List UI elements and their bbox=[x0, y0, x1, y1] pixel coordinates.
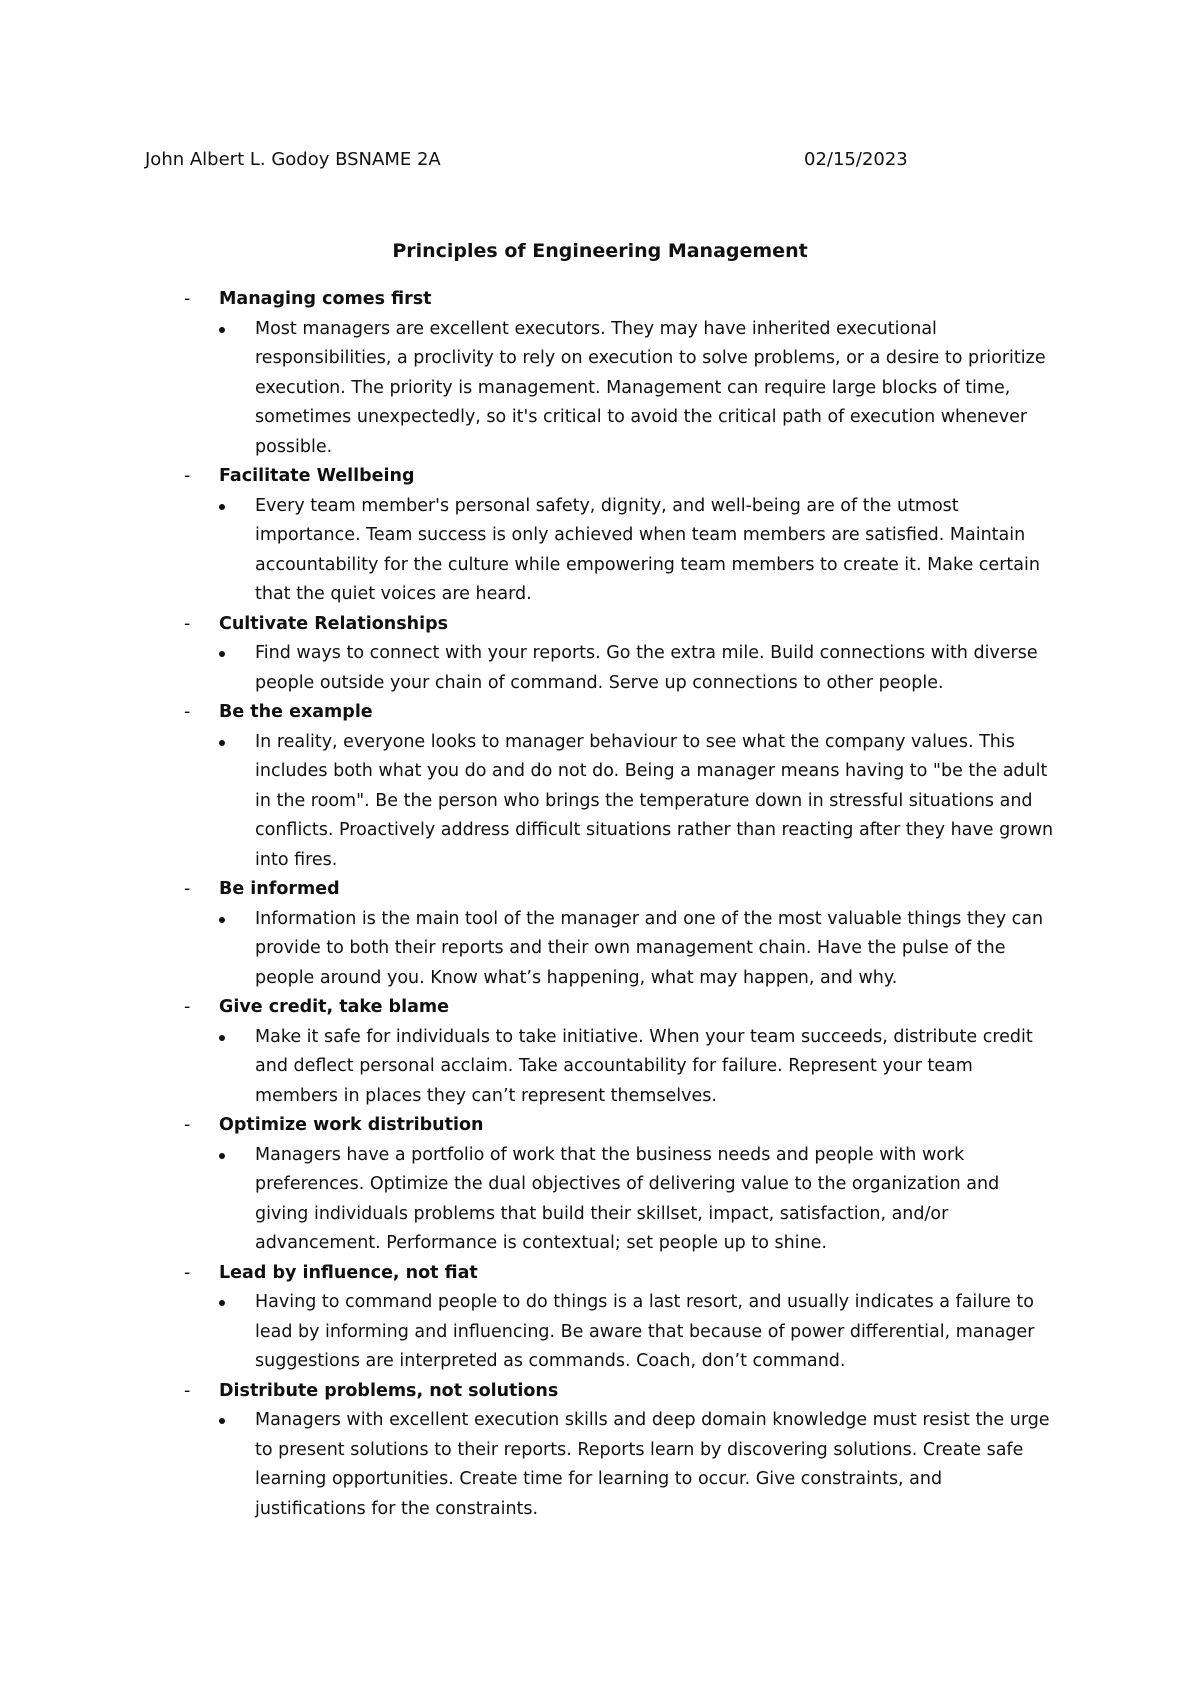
section-heading-text: Lead by influence, not fiat bbox=[219, 1262, 478, 1283]
dash-marker: - bbox=[184, 1115, 191, 1135]
principle-section bbox=[184, 285, 1064, 462]
dash-marker: - bbox=[184, 1380, 191, 1401]
bullet-icon bbox=[219, 651, 225, 657]
bullet-icon bbox=[219, 1418, 225, 1424]
principle-section bbox=[184, 1259, 1064, 1377]
dash-marker: - bbox=[184, 702, 191, 722]
section-heading bbox=[184, 875, 1064, 905]
author-line: John Albert L. Godoy BSNAME 2A bbox=[145, 149, 441, 170]
principle-section bbox=[184, 698, 1064, 875]
bullet-text: Most managers are excellent executors. They may have inherited executional responsibilities, a proclivity to rely on execution to solve problems, or a desire to prioritize execution. The priority is management. Management can require large blocks of time, sometimes unexpectedly, so it's critical to avoid the critical path of execution whenever possible. bbox=[255, 318, 1046, 457]
bullet-item bbox=[184, 492, 1055, 610]
principles-list bbox=[184, 285, 1064, 1524]
document-date: 02/15/2023 bbox=[804, 149, 908, 170]
section-heading bbox=[184, 285, 1064, 315]
bullet-item bbox=[184, 639, 1055, 698]
bullet-icon bbox=[219, 1300, 225, 1306]
principle-section bbox=[184, 993, 1064, 1111]
section-heading-text: Facilitate Wellbeing bbox=[219, 466, 415, 486]
bullet-text: Managers have a portfolio of work that the business needs and people with work preferences. Optimize the dual objectives of delivering value to the organization and giving individuals problems that build their skillset, impact, satisfaction, and/or advancement. Performance is contextual; set people up to shine. bbox=[255, 1144, 1000, 1253]
section-heading bbox=[184, 1111, 1064, 1141]
section-heading-text: Optimize work distribution bbox=[219, 1115, 484, 1135]
bullet-item bbox=[184, 905, 1055, 994]
principle-section bbox=[184, 875, 1064, 993]
bullet-icon bbox=[219, 740, 225, 746]
section-heading-text: Distribute problems, not solutions bbox=[219, 1380, 559, 1401]
section-heading bbox=[184, 698, 1064, 728]
bullet-item bbox=[184, 315, 1055, 463]
bullet-icon bbox=[219, 1035, 225, 1041]
principle-section bbox=[184, 1377, 1064, 1525]
bullet-item bbox=[184, 1288, 1055, 1377]
section-heading bbox=[184, 993, 1064, 1023]
principle-section bbox=[184, 1111, 1064, 1259]
dash-marker: - bbox=[184, 466, 191, 486]
dash-marker: - bbox=[184, 613, 191, 634]
section-heading-text: Be the example bbox=[219, 702, 373, 722]
bullet-text: Every team member's personal safety, dignity, and well-being are of the utmost importance. Team success is only achieved when team members are satisfied. Maintain accountability for the culture while empowering team members to create it. Make certain that the quiet voices are heard. bbox=[255, 495, 1040, 604]
bullet-icon bbox=[219, 327, 225, 333]
bullet-text: In reality, everyone looks to manager behaviour to see what the company values. This includes both what you do and do not do. Being a manager means having to "be the adult in the room". Be the person who brings the temperature down in stressful situations and conflicts. Proactively address difficult situations rather than reacting after they have grown into fires. bbox=[255, 731, 1054, 870]
section-heading-text: Be informed bbox=[219, 879, 340, 899]
dash-marker: - bbox=[184, 1262, 191, 1283]
principle-section bbox=[184, 610, 1064, 699]
bullet-text: Having to command people to do things is a last resort, and usually indicates a failure to lead by informing and influencing. Be aware that because of power differential, manager suggestions are interpreted as commands. Coach, don’t command. bbox=[255, 1292, 1035, 1371]
principle-section bbox=[184, 462, 1064, 610]
dash-marker: - bbox=[184, 997, 191, 1017]
section-heading-text: Cultivate Relationships bbox=[219, 613, 449, 634]
section-heading bbox=[184, 462, 1064, 492]
document-title: Principles of Engineering Management bbox=[392, 240, 808, 262]
bullet-icon bbox=[219, 504, 225, 510]
bullet-icon bbox=[219, 1153, 225, 1159]
bullet-item bbox=[184, 1141, 1055, 1259]
dash-marker: - bbox=[184, 879, 191, 899]
bullet-item bbox=[184, 1023, 1055, 1112]
bullet-text: Managers with excellent execution skills and deep domain knowledge must resist the urge to present solutions to their reports. Reports learn by discovering solutions. Create safe learning opportunities. Create time for learning to occur. Give constraints, and justifications for the constraints. bbox=[255, 1410, 1050, 1519]
dash-marker: - bbox=[184, 289, 191, 309]
section-heading-text: Give credit, take blame bbox=[219, 997, 449, 1017]
bullet-item bbox=[184, 1406, 1055, 1524]
document-header bbox=[145, 148, 915, 172]
section-heading bbox=[184, 610, 1064, 640]
bullet-text: Find ways to connect with your reports. Go the extra mile. Build connections with diverse people outside your chain of command. Serve up connections to other people. bbox=[255, 643, 1038, 693]
section-heading bbox=[184, 1377, 1064, 1407]
bullet-text: Information is the main tool of the manager and one of the most valuable things they can provide to both their reports and their own management chain. Have the pulse of the people around you. Know what’s happening, what may happen, and why. bbox=[255, 908, 1044, 988]
section-heading bbox=[184, 1259, 1064, 1289]
bullet-text: Make it safe for individuals to take initiative. When your team succeeds, distribute credit and deflect personal acclaim. Take accountability for failure. Represent your team members in places they can’t represent themselves. bbox=[255, 1026, 1033, 1106]
bullet-item bbox=[184, 728, 1055, 876]
bullet-icon bbox=[219, 917, 225, 923]
section-heading-text: Managing comes first bbox=[219, 289, 432, 309]
